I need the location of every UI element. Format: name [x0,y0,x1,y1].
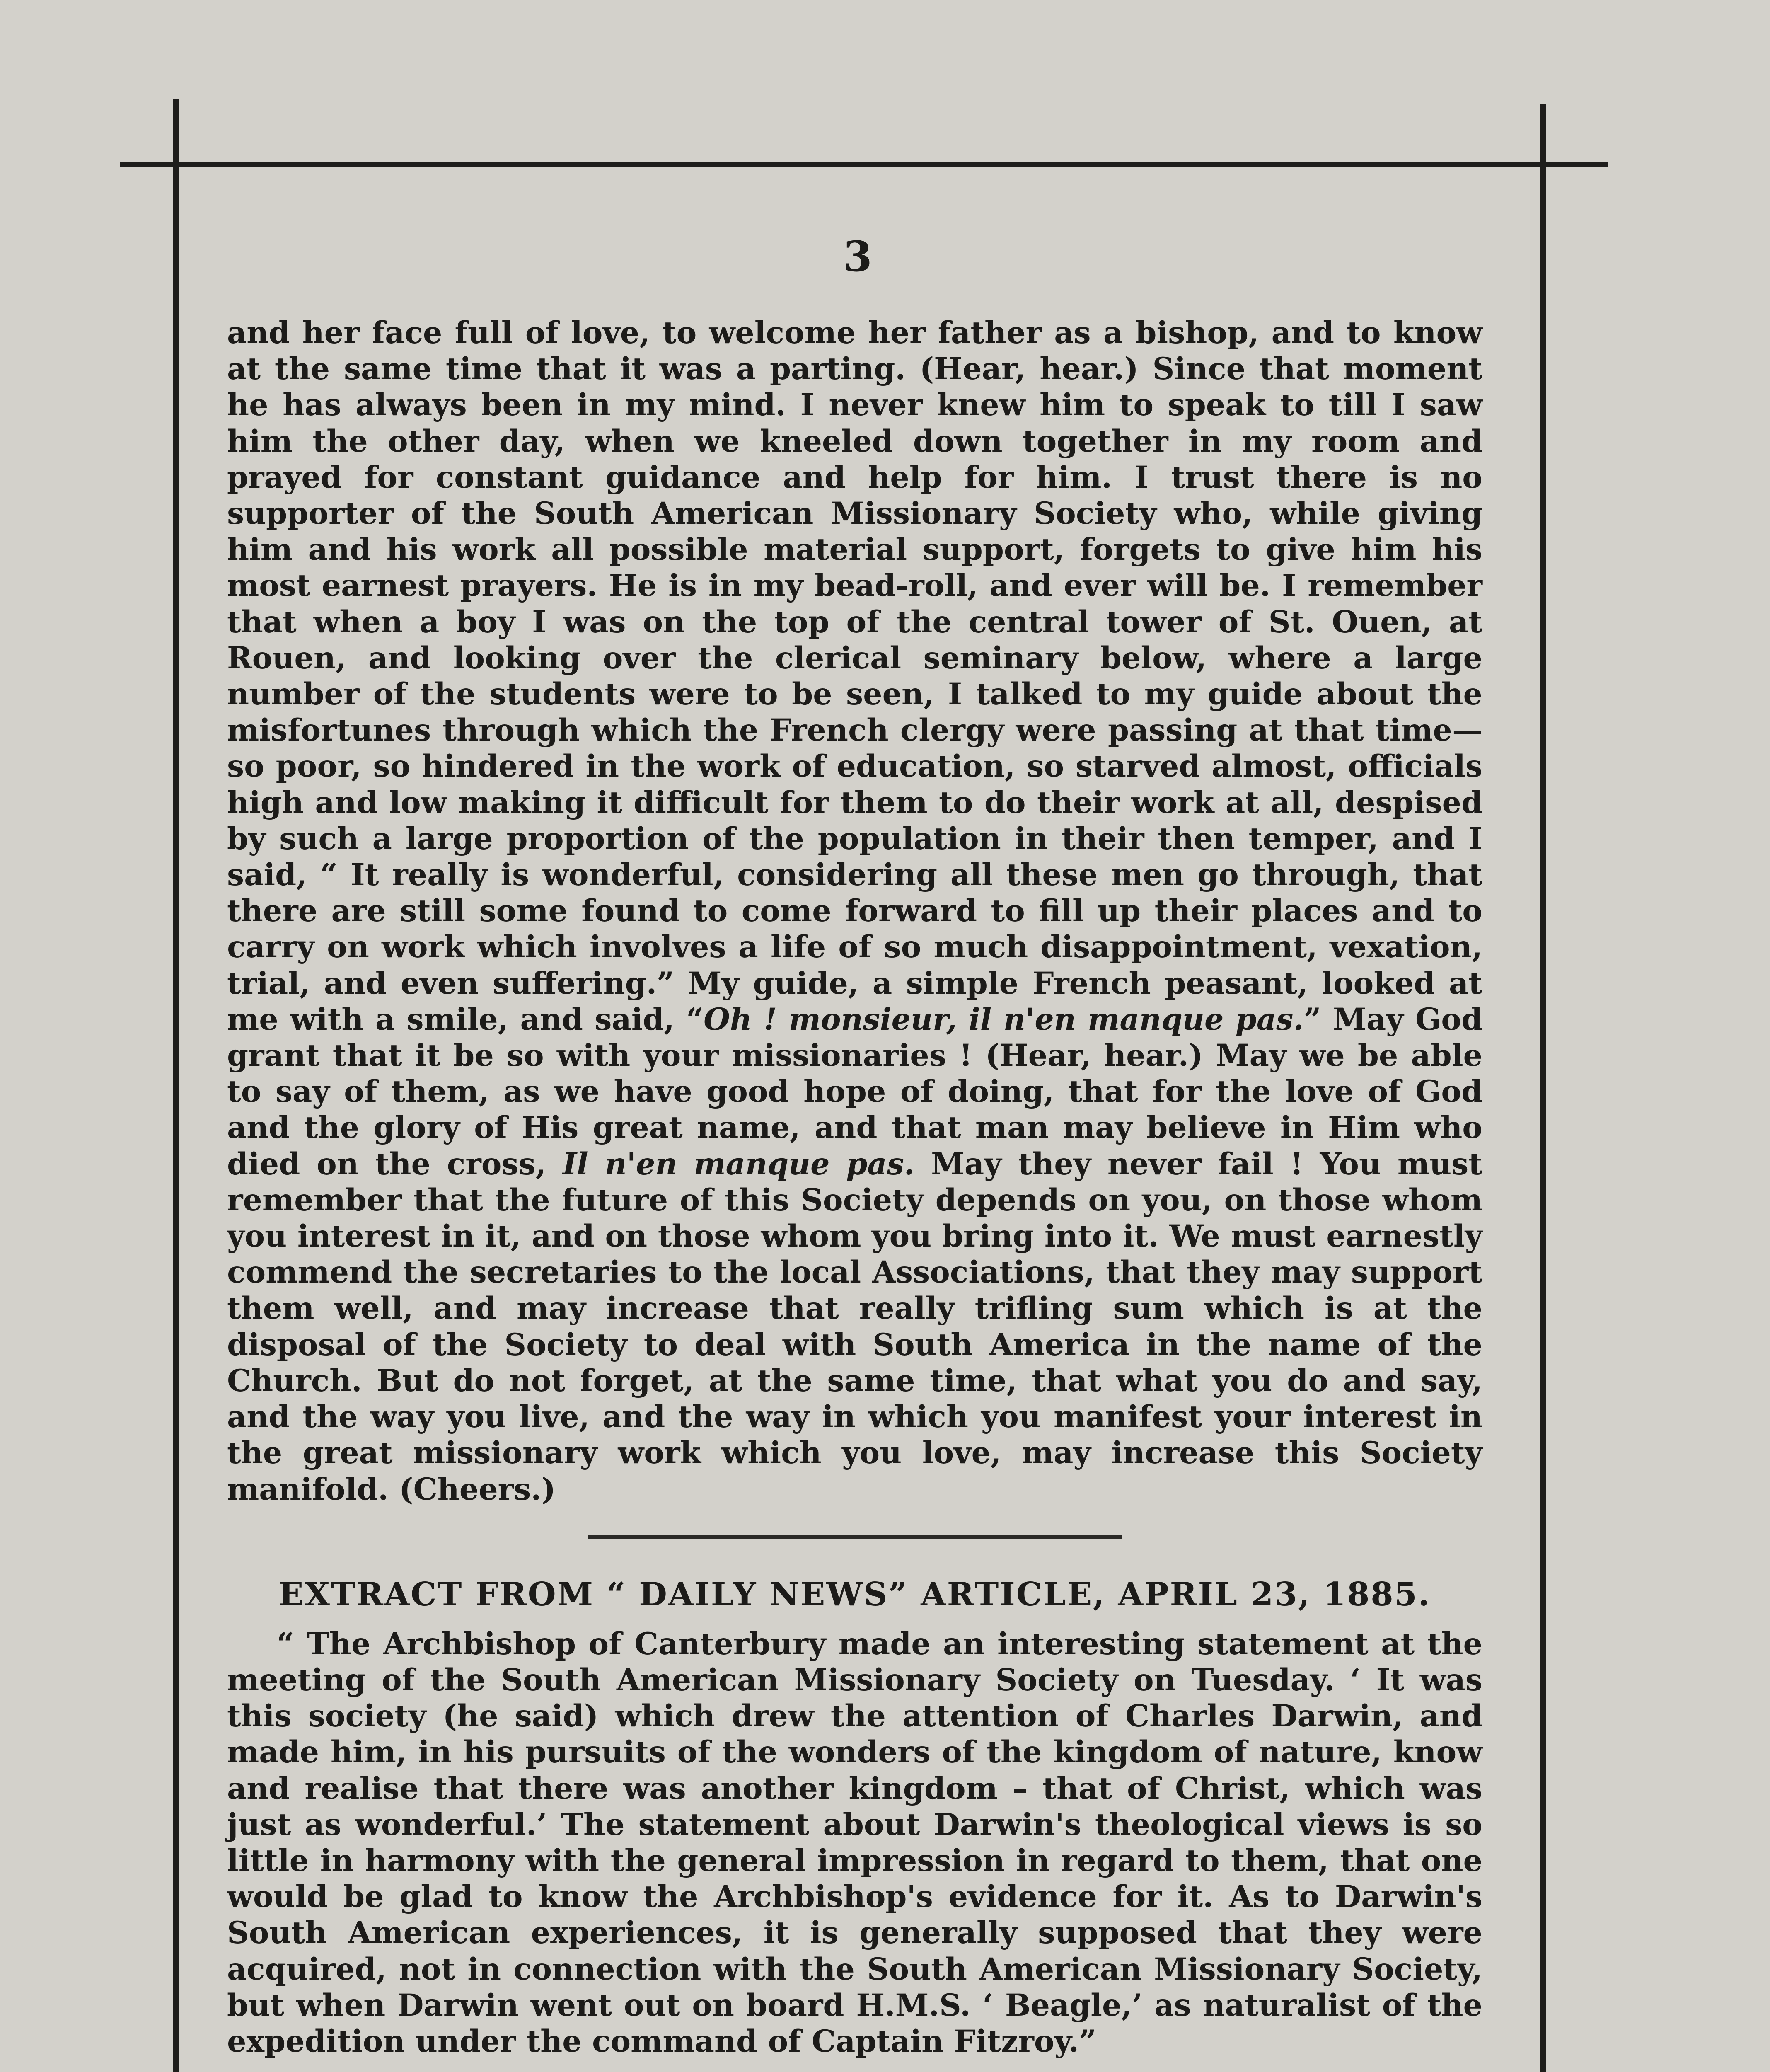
section-divider [588,1535,1122,1539]
left-border-rule [173,99,179,2072]
speech-text-2: ” May God grant that it be so with your missionaries ! (Hear, hear.) May we be able to say of them, as we have good hope of doing, that for the love of God and the glory of His great name, and that man may believe in Him who died on the cross, [227,1001,1483,1182]
extract-paragraph: “ The Archbishop of Canterbury made an interesting statement at the meeting of the South American Missionary Society on Tuesday. ‘ It was this society (he said) which drew the attention of Charles Darwin, and made him, in his pursuits of the wonders of the kingdom of nature, know and realise that there was another kingdom – that of Christ, which was just as wonderful.’ The statement about Darwin's theological views is so little in harmony with the general impression in regard to them, that one would be glad to know the Archbishop's evidence for it. As to Darwin's South American experiences, it is generally supposed that they were acquired, not in connection with the South American Missionary Society, but when Darwin went out on board H.M.S. ‘ Beagle,’ as naturalist of the expedition under the command of Captain Fitzroy.” [227,1626,1482,2059]
french-quote-2: Il n'en manque pas. [562,1146,915,1182]
extract-heading: EXTRACT FROM “ DAILY NEWS” ARTICLE, APRIL 23, 1885. [278,1575,1431,1613]
page-content [227,315,1482,2072]
top-border-rule [120,162,1608,167]
speech-paragraph [227,315,1482,1508]
speech-text-3: May they never fail ! You must remember that the future of this Society depends on you, on those whom you interest in it, and on those whom you bring into it. We must earnestly commend the secretaries to the local Associations, that they may support them well, and may increase that really trifling sum which is at the disposal of the Society to deal with South America in the name of the Church. But do not forget, at the same time, that what you do and say, and the way you live, and the way in which you manifest your interest in the great missionary work which you love, may increase this Society manifold. (Cheers.) [227,1146,1482,1507]
speech-text-1: and her face full of love, to welcome her father as a bishop, and to know at the same time that it was a parting. (Hear, hear.) Since that moment he has always been in my mind. I never knew him to speak to till I saw him the other day, when we kneeled down together in my room and prayed for constant guidance and help for him. I trust there is no supporter of the South American Missionary Society who, while giving him and his work all possible material support, forgets to give him his most earnest prayers. He is in my bead-roll, and ever will be. I remember that when a boy I was on the top of the central tower of St. Ouen, at Rouen, and looking over the clerical seminary below, where a large number of the students were to be seen, I talked to my guide about the misfortunes through which the French clergy were passing at that time—so poor, so hindered in the work of education, so starved almost, officials high and low making it difficult for them to do their work at all, despised by such a large proportion of the population in their then temper, and I said, “ It really is wonderful, considering all these men go through, that there are still some found to come forward to fill up their places and to carry on work which involves a life of so much disappointment, vexation, trial, and even suffering.” My guide, a simple French peasant, looked at me with a smile, and said, “ [227,315,1482,1037]
page-number: 3 [843,232,872,281]
french-quote-1: Oh ! monsieur, il n'en manque pas. [704,1001,1304,1037]
right-border-rule [1540,104,1546,2072]
